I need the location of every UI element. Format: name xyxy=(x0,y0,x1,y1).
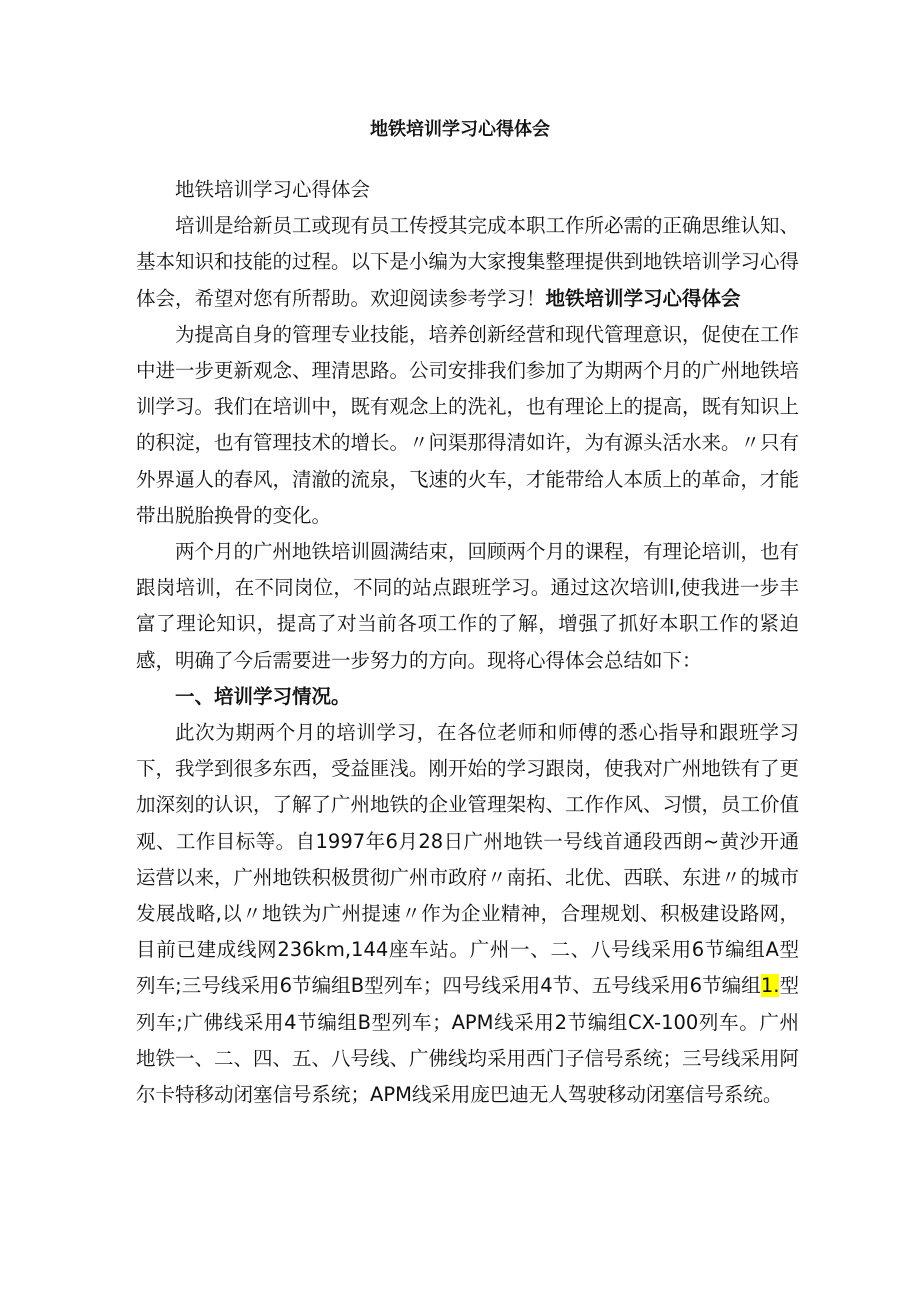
highlighted-text: 1. xyxy=(760,974,780,998)
document-body xyxy=(136,172,799,1113)
paragraph-3-part-b: 型列车;广佛线采用4节编组B型列车；APM线采用2节编组CX-100列车。广州地铁一、二、四、五、八号线、广佛线均采用西门子信号系统；三号线采用阿尔卡特移动闭塞信号系统；APM线采用庞巴迪无人驾驶移动闭塞信号系统。 xyxy=(136,974,800,1107)
paragraph-2: 两个月的广州地铁培训圆满结束，回顾两个月的课程，有理论培训，也有跟岗培训，在不同岗位，不同的站点跟班学习。通过这次培训l,使我进一步丰富了理论知识，提高了对当前各项工作的了解，增强了抓好本职工作的紧迫感，明确了今后需要进一步努力的方向。现将心得体会总结如下： xyxy=(136,540,800,672)
subtitle-paragraph: 地铁培训学习心得体会 xyxy=(175,178,371,201)
intro-text: 培训是给新员工或现有员工传授其完成本职工作所必需的正确思维认知、基本知识和技能的过程。以下是小编为大家搜集整理提供到地铁培训学习心得体会，希望对您有所帮助。欢迎阅读参考学习！ xyxy=(136,214,800,310)
intro-bold-title: 地铁培训学习心得体会 xyxy=(545,286,741,310)
paragraph-3 xyxy=(136,715,799,1113)
section-heading-1: 一、培训学习情况。 xyxy=(175,684,351,708)
intro-paragraph xyxy=(136,208,799,317)
document-title: 地铁培训学习心得体会 xyxy=(370,119,550,140)
paragraph-3-part-a: 此次为期两个月的培训学习，在各位老师和师傅的悉心指导和跟班学习下，我学到很多东西，受益匪浅。刚开始的学习跟岗，使我对广州地铁有了更加深刻的认识，了解了广州地铁的企业管理架构、工作作风、习惯，员工价值观、工作目标等。自1997年6月28日广州地铁一号线首通段西朗~黄沙开通运营以来，广州地铁积极贯彻广州市政府〃南拓、北优、西联、东进〃的城市发展战略,以〃地铁为广州提速〃作为企业精神，合理规划、积极建设路网，目前已建成线网236km,144座车站。广州一、二、八号线采用6节编组A型列车;三号线采用6节编组B型列车；四号线采用4节、五号线采用6节编组 xyxy=(136,721,800,998)
paragraph-1: 为提高自身的管理专业技能，培养创新经营和现代管理意识，促使在工作中进一步更新观念、理清思路。公司安排我们参加了为期两个月的广州地铁培训学习。我们在培训中，既有观念上的洗礼，也有理论上的提高，既有知识上的积淀，也有管理技术的增长。〃问渠那得清如许，为有源头活水来。〃只有外界逼人的春风，清澈的流泉，飞速的火车，才能带给人本质上的革命，才能带出脱胎换骨的变化。 xyxy=(136,322,800,527)
